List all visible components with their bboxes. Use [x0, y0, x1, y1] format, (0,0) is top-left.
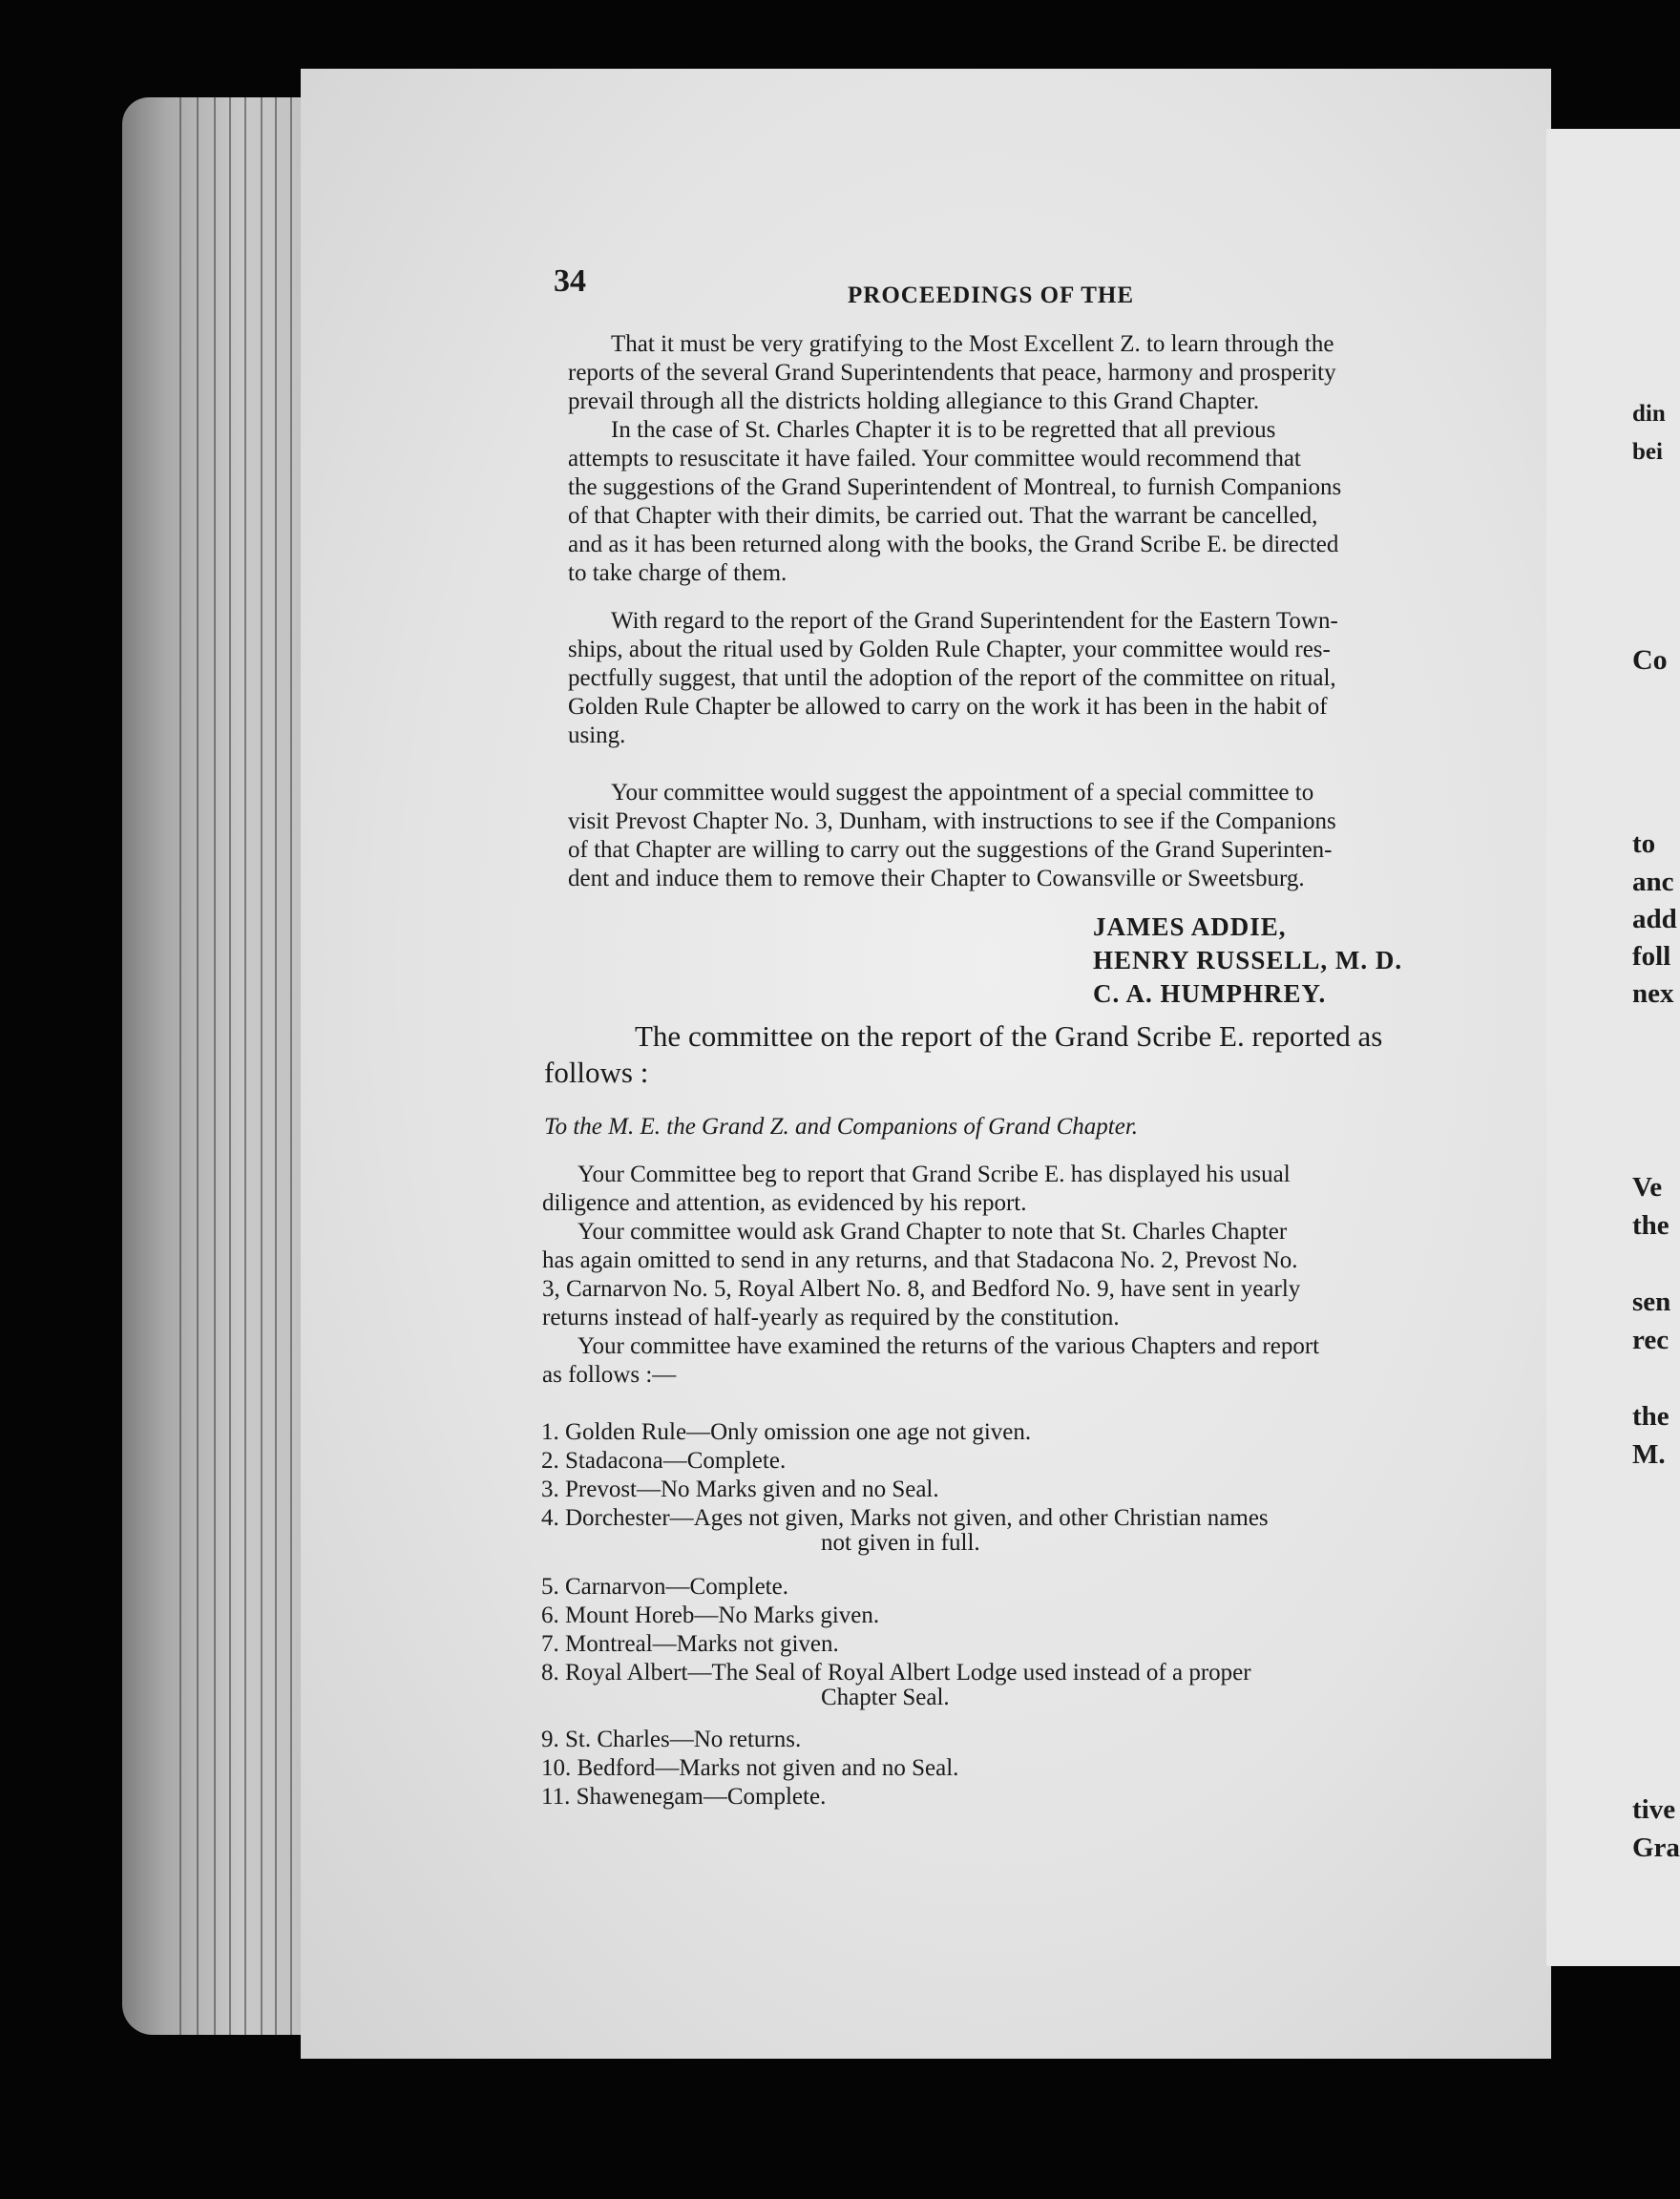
text-line: 3, Carnarvon No. 5, Royal Albert No. 8, and Bedford No. 9, have sent in yearly: [542, 1276, 1301, 1302]
text-line: returns instead of half-yearly as required by the constitution.: [542, 1305, 1120, 1330]
facing-page-fragment: Gra: [1632, 1832, 1680, 1863]
facing-page-fragment: foll: [1632, 941, 1671, 972]
facing-page-fragment: add: [1632, 904, 1677, 934]
list-item: 10. Bedford—Marks not given and no Seal.: [541, 1755, 959, 1781]
list-item: 8. Royal Albert—The Seal of Royal Albert Lodge used instead of a proper: [541, 1660, 1251, 1686]
text-line: attempts to resuscitate it have failed. Your committee would recommend that: [568, 446, 1301, 471]
facing-page-fragment: din: [1632, 401, 1666, 427]
list-item: 6. Mount Horeb—No Marks given.: [541, 1602, 880, 1628]
text-line: reports of the several Grand Superintendents that peace, harmony and prosperity: [568, 360, 1336, 386]
text-line: has again omitted to send in any returns, and that Stadacona No. 2, Prevost No.: [542, 1247, 1298, 1273]
list-item-continued: Chapter Seal.: [821, 1685, 950, 1710]
signature-line: HENRY RUSSELL, M. D.: [1093, 946, 1403, 974]
running-head: PROCEEDINGS OF THE: [848, 283, 1134, 308]
text-line: the suggestions of the Grand Superintendent of Montreal, to furnish Companions: [568, 474, 1342, 500]
signature-line: JAMES ADDIE,: [1093, 912, 1287, 941]
text-line: as follows :—: [542, 1362, 677, 1388]
list-item: 3. Prevost—No Marks given and no Seal.: [541, 1476, 939, 1502]
signature-line: C. A. HUMPHREY.: [1093, 979, 1327, 1008]
facing-page-fragment: the: [1632, 1401, 1670, 1432]
text-line: prevail through all the districts holding allegiance to this Grand Chapter.: [568, 388, 1260, 414]
facing-page-fragment: M.: [1632, 1439, 1666, 1470]
facing-page-fragment: Ve: [1632, 1172, 1663, 1203]
list-item: 7. Montreal—Marks not given.: [541, 1631, 839, 1657]
list-item: 2. Stadacona—Complete.: [541, 1448, 787, 1474]
list-item: 11. Shawenegam—Complete.: [541, 1784, 827, 1810]
list-item: 4. Dorchester—Ages not given, Marks not given, and other Christian names: [541, 1505, 1269, 1531]
text-line: Your Committee beg to report that Grand Scribe E. has displayed his usual: [578, 1162, 1291, 1187]
text-line: using.: [568, 723, 626, 748]
list-item: 5. Carnarvon—Complete.: [541, 1574, 788, 1600]
facing-page-fragment: nex: [1632, 978, 1674, 1009]
text-line: diligence and attention, as evidenced by his report.: [542, 1190, 1027, 1216]
text-line: of that Chapter are willing to carry out the suggestions of the Grand Superinten-: [568, 837, 1333, 863]
list-item: 9. St. Charles—No returns.: [541, 1727, 802, 1752]
section-heading: follows :: [544, 1056, 649, 1089]
text-line: Your committee have examined the returns of the various Chapters and report: [578, 1333, 1320, 1359]
facing-page-fragment: rec: [1632, 1325, 1670, 1355]
text-line: pectfully suggest, that until the adoption of the report of the committee on ritual,: [568, 665, 1336, 691]
text-line: to take charge of them.: [568, 560, 788, 586]
text-line: Your committee would ask Grand Chapter to note that St. Charles Chapter: [578, 1219, 1288, 1245]
text-line: visit Prevost Chapter No. 3, Dunham, with instructions to see if the Companions: [568, 808, 1336, 834]
facing-page-fragment: Co: [1632, 644, 1668, 676]
facing-page-fragment: sen: [1632, 1287, 1671, 1317]
list-item: 1. Golden Rule—Only omission one age not given.: [541, 1419, 1032, 1445]
facing-page-fragment: bei: [1632, 439, 1663, 465]
section-heading: The committee on the report of the Grand Scribe E. reported as: [635, 1019, 1383, 1053]
facing-page-fragment: the: [1632, 1210, 1670, 1241]
text-line: Golden Rule Chapter be allowed to carry on the work it has been in the habit of: [568, 694, 1328, 720]
text-line: of that Chapter with their dimits, be carried out. That the warrant be cancelled,: [568, 503, 1318, 529]
text-line: dent and induce them to remove their Chapter to Cowansville or Sweetsburg.: [568, 866, 1305, 891]
facing-page-fragment: tive: [1632, 1794, 1676, 1825]
text-line: and as it has been returned along with the books, the Grand Scribe E. be directed: [568, 532, 1339, 557]
facing-page-fragment: anc: [1632, 867, 1674, 897]
facing-page-fragment: to: [1632, 828, 1656, 859]
page-number: 34: [554, 263, 586, 299]
text-line: With regard to the report of the Grand Superintendent for the Eastern Town-: [611, 608, 1338, 634]
text-line: That it must be very gratifying to the Most Excellent Z. to learn through the: [611, 331, 1334, 357]
text-line: Your committee would suggest the appointment of a special committee to: [611, 780, 1314, 806]
text-line: ships, about the ritual used by Golden Rule Chapter, your committee would res-: [568, 637, 1331, 662]
address-line: To the M. E. the Grand Z. and Companions of Grand Chapter.: [544, 1114, 1139, 1140]
text-line: In the case of St. Charles Chapter it is to be regretted that all previous: [611, 417, 1276, 443]
list-item-continued: not given in full.: [821, 1530, 980, 1556]
